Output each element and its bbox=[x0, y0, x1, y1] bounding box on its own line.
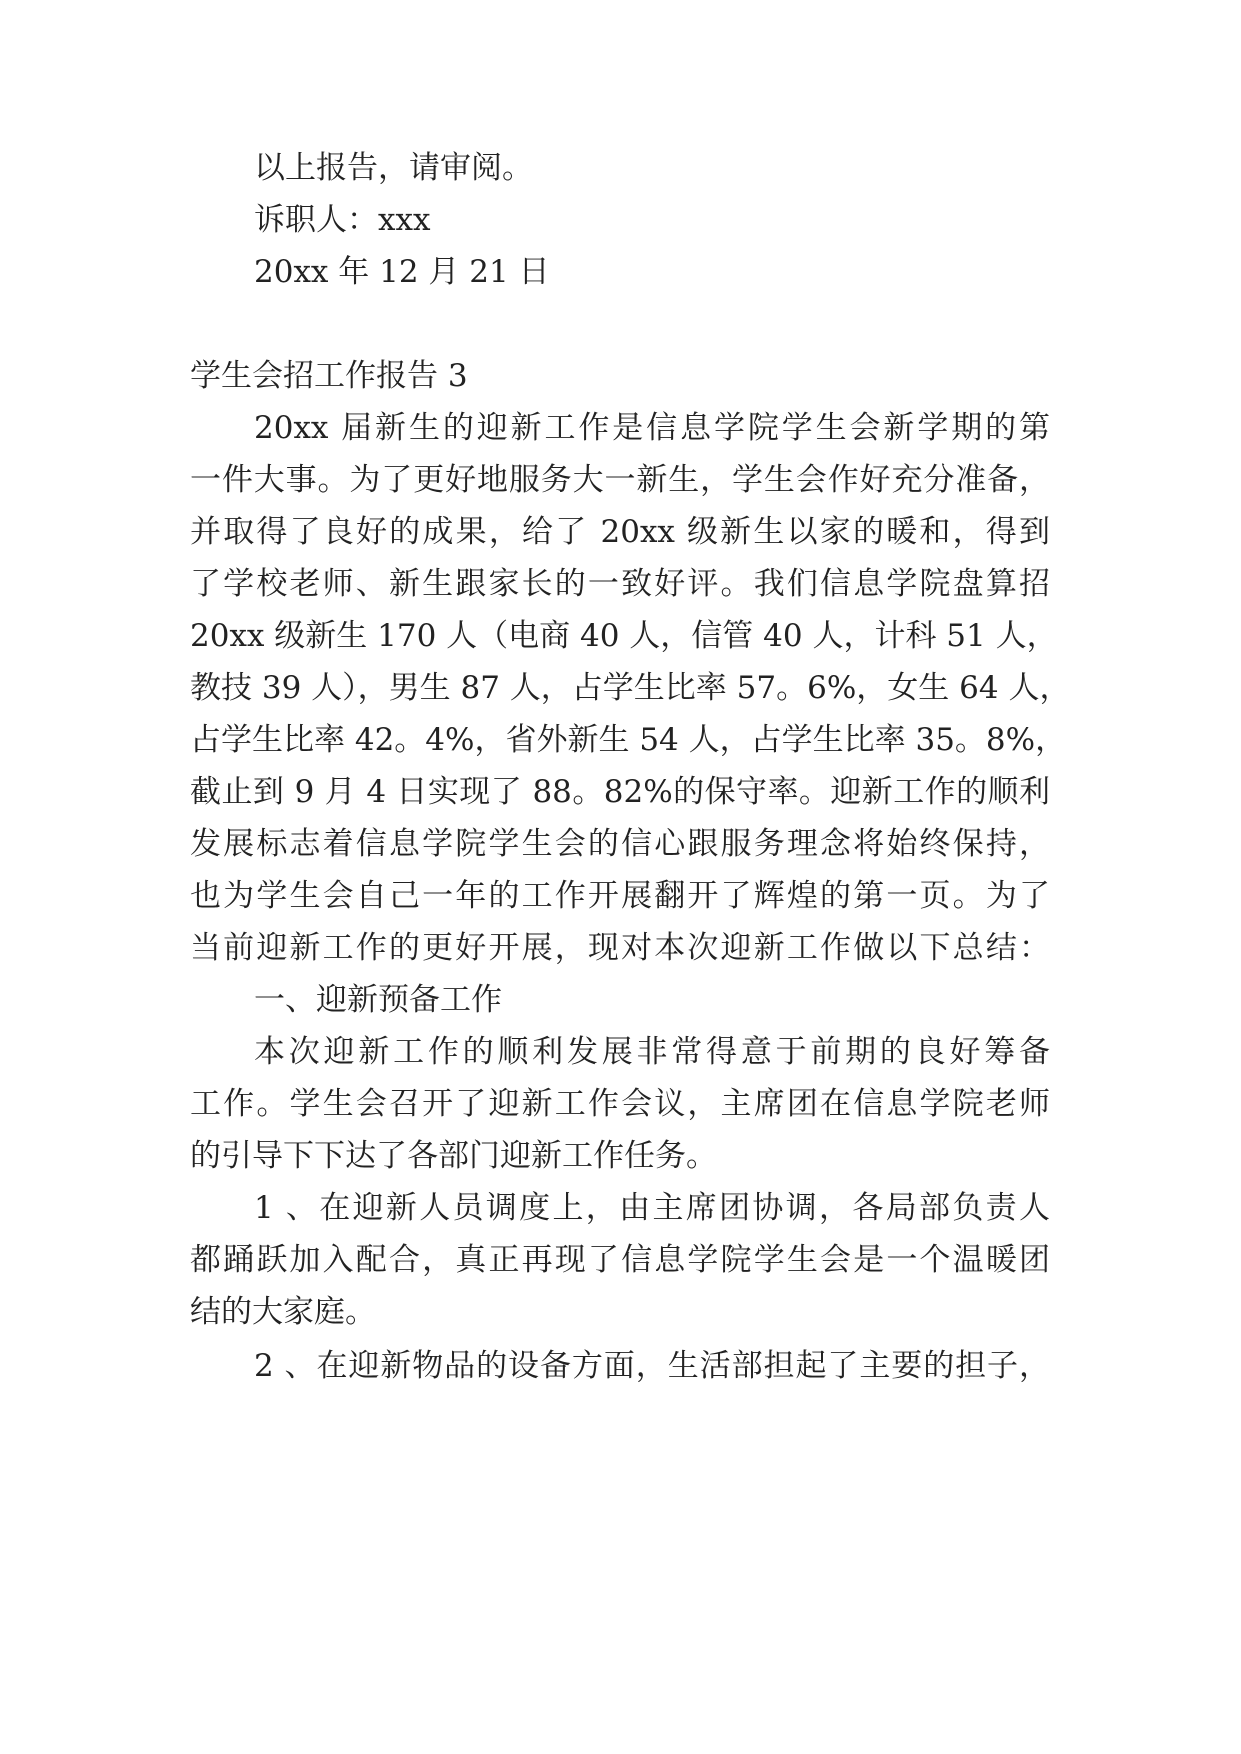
list-item-line: 2 、在迎新物品的设备方面，生活部担起了主要的担子， bbox=[254, 1348, 1050, 1384]
paragraph-line: 的引导下下达了各部门迎新工作任务。 bbox=[190, 1138, 717, 1174]
paragraph-line: 工作。学生会召开了迎新工作会议，主席团在信息学院老师 bbox=[190, 1086, 1050, 1122]
paragraph-line: 并取得了良好的成果，给了 20xx 级新生以家的暖和，得到 bbox=[190, 514, 1050, 550]
list-item-line: 都踊跃加入配合，真正再现了信息学院学生会是一个温暖团 bbox=[190, 1242, 1050, 1278]
paragraph-line: 当前迎新工作的更好开展，现对本次迎新工作做以下总结： bbox=[190, 930, 1050, 966]
date-line: 20xx 年 12 月 21 日 bbox=[254, 254, 550, 290]
paragraph-line: 占学生比率 42。4%，省外新生 54 人，占学生比率 35。8%， bbox=[190, 722, 1067, 758]
paragraph-line: 也为学生会自己一年的工作开展翻开了辉煌的第一页。为了 bbox=[190, 878, 1050, 914]
paragraph-line: 截止到 9 月 4 日实现了 88。82%的保守率。迎新工作的顺利 bbox=[190, 774, 1050, 810]
paragraph-line: 发展标志着信息学院学生会的信心跟服务理念将始终保持， bbox=[190, 826, 1050, 862]
section-title: 学生会招工作报告 3 bbox=[190, 358, 468, 394]
paragraph-line: 教技 39 人），男生 87 人，占学生比率 57。6%，女生 64 人， bbox=[190, 670, 1071, 706]
paragraph-line: 20xx 级新生 170 人（电商 40 人，信管 40 人，计科 51 人， bbox=[190, 618, 1058, 654]
list-item-line: 结的大家庭。 bbox=[190, 1294, 376, 1330]
closing-line: 以上报告，请审阅。 bbox=[254, 150, 533, 186]
signatory-line: 诉职人：xxx bbox=[254, 202, 431, 238]
paragraph-line: 本次迎新工作的顺利发展非常得意于前期的良好筹备 bbox=[254, 1034, 1050, 1070]
subheading: 一、迎新预备工作 bbox=[254, 982, 502, 1018]
list-item-line: 1 、在迎新人员调度上，由主席团协调，各局部负责人 bbox=[254, 1190, 1050, 1226]
paragraph-line: 一件大事。为了更好地服务大一新生，学生会作好充分准备， bbox=[190, 462, 1050, 498]
paragraph-line: 20xx 届新生的迎新工作是信息学院学生会新学期的第 bbox=[254, 410, 1050, 446]
paragraph-line: 了学校老师、新生跟家长的一致好评。我们信息学院盘算招 bbox=[190, 566, 1050, 602]
